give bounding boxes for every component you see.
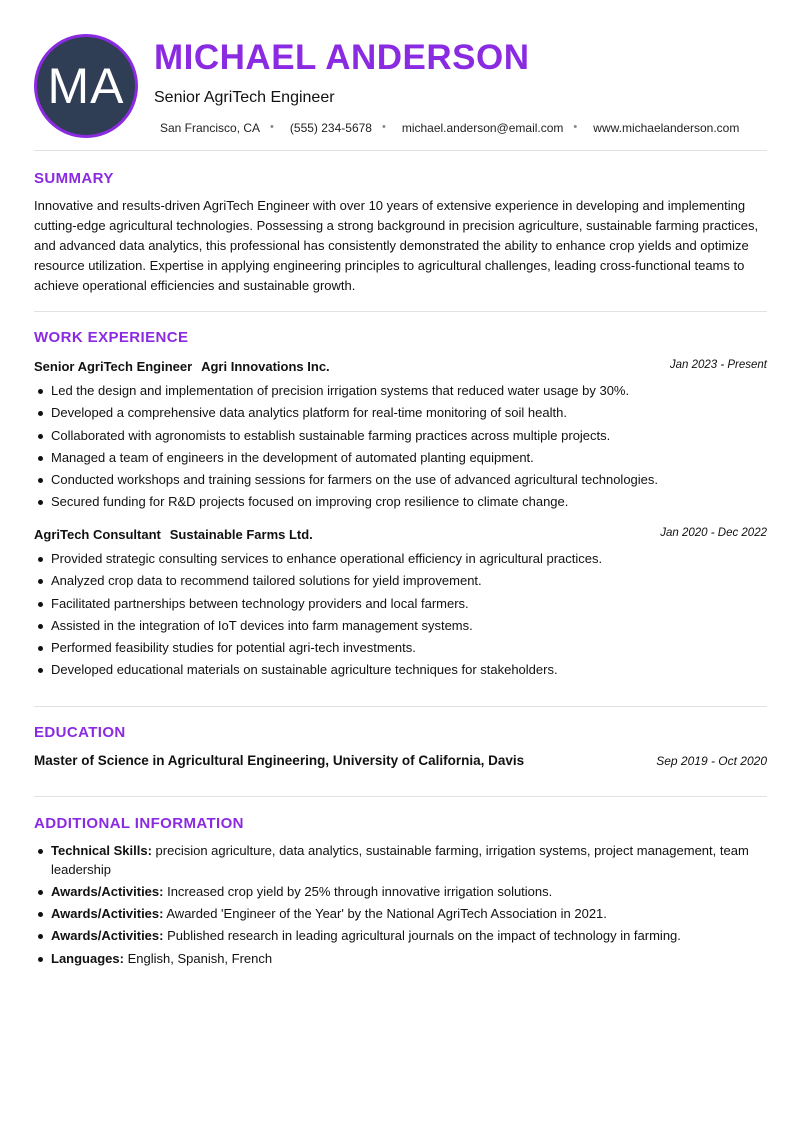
summary-heading: SUMMARY [34,170,114,187]
avatar-initials: MA [47,58,125,114]
education-dates: Sep 2019 - Oct 2020 [656,754,767,768]
list-item [34,949,767,968]
separator-dot: • [573,121,578,133]
divider [34,150,767,151]
list-item: Conducted workshops and training sessions for farmers on the use of advanced agricultural technologies. [34,469,767,491]
summary-text: Innovative and results-driven AgriTech Engineer with over 10 years of extensive experience in developing and implementing cutting-edge agricultural technologies. Possessing a strong background in precision agriculture, sustainable farming practices, and advanced data analytics, this professional has consistently demonstrated the ability to enhance crop yields and optimize resource utilization. Expertise in applying engineering principles to agricultural challenges, leading cross-functional teams to achieve operational efficiencies and sustainable growth. [34,198,759,293]
info-text: Published research in leading agricultural journals on the impact of technology in farming. [167,928,681,943]
list-item [34,841,767,879]
job-entry [34,358,767,514]
job-header [34,526,767,548]
resume-header [34,34,767,138]
info-text: Increased crop yield by 25% through innovative irrigation solutions. [167,884,553,899]
job-header [34,358,767,380]
contact-website[interactable]: www.michaelanderson.com [593,121,740,135]
education-heading: EDUCATION [34,724,126,741]
info-label: Technical Skills: [51,843,152,858]
job-dates: Jan 2023 - Present [669,359,767,371]
contact-phone: (555) 234-5678 [289,121,372,135]
info-label: Languages: [51,951,124,966]
job-bullets [34,548,767,682]
candidate-name: MICHAEL ANDERSON [154,38,530,77]
list-item: Analyzed crop data to recommend tailored solutions for yield improvement. [34,570,767,592]
separator-dot: • [381,121,386,133]
list-item [34,882,767,901]
list-item [34,904,767,923]
contact-location: San Francisco, CA [160,121,261,135]
list-item: Provided strategic consulting services to enhance operational efficiency in agricultural practices. [34,548,767,570]
list-item: Collaborated with agronomists to establish sustainable farming practices across multiple projects. [34,425,767,447]
list-item: Developed educational materials on sustainable agriculture techniques for stakeholders. [34,659,767,681]
divider [34,796,767,797]
job-bullets [34,380,767,514]
contact-row [160,121,739,135]
info-label: Awards/Activities: [51,884,164,899]
additional-info-heading: ADDITIONAL INFORMATION [34,815,244,832]
info-label: Awards/Activities: [51,928,164,943]
separator-dot: • [270,121,274,133]
info-text: English, Spanish, French [127,951,273,966]
candidate-role: Senior AgriTech Engineer [154,89,335,106]
contact-email[interactable]: michael.anderson@email.com [401,121,564,135]
divider [34,311,767,312]
info-text: Awarded 'Engineer of the Year' by the National AgriTech Association in 2021. [166,906,607,921]
info-label: Awards/Activities: [51,906,164,921]
job-company: Sustainable Farms Ltd. [169,527,313,542]
job-company: Agri Innovations Inc. [201,359,330,374]
job-position: Senior AgriTech Engineer [34,359,193,374]
list-item: Developed a comprehensive data analytics platform for real-time monitoring of soil health. [34,402,767,424]
info-text: precision agriculture, data analytics, sustainable farming, irrigation systems, project management, team leadership [51,843,749,877]
list-item: Secured funding for R&D projects focused on improving crop resilience to climate change. [34,491,767,513]
list-item: Led the design and implementation of precision irrigation systems that reduced water usage by 30%. [34,380,767,402]
additional-info-list [34,841,767,971]
job-dates: Jan 2020 - Dec 2022 [660,527,767,539]
divider [34,706,767,707]
education-degree: Master of Science in Agricultural Engineering, University of California, Davis [34,753,525,768]
avatar [34,34,138,138]
list-item [34,926,767,945]
education-entry [34,752,767,774]
list-item: Assisted in the integration of IoT devices into farm management systems. [34,615,767,637]
job-entry [34,526,767,682]
list-item: Managed a team of engineers in the development of automated planting equipment. [34,447,767,469]
work-experience-heading: WORK EXPERIENCE [34,329,189,346]
list-item: Performed feasibility studies for potential agri-tech investments. [34,637,767,659]
list-item: Facilitated partnerships between technology providers and local farmers. [34,593,767,615]
job-position: AgriTech Consultant [34,527,161,542]
